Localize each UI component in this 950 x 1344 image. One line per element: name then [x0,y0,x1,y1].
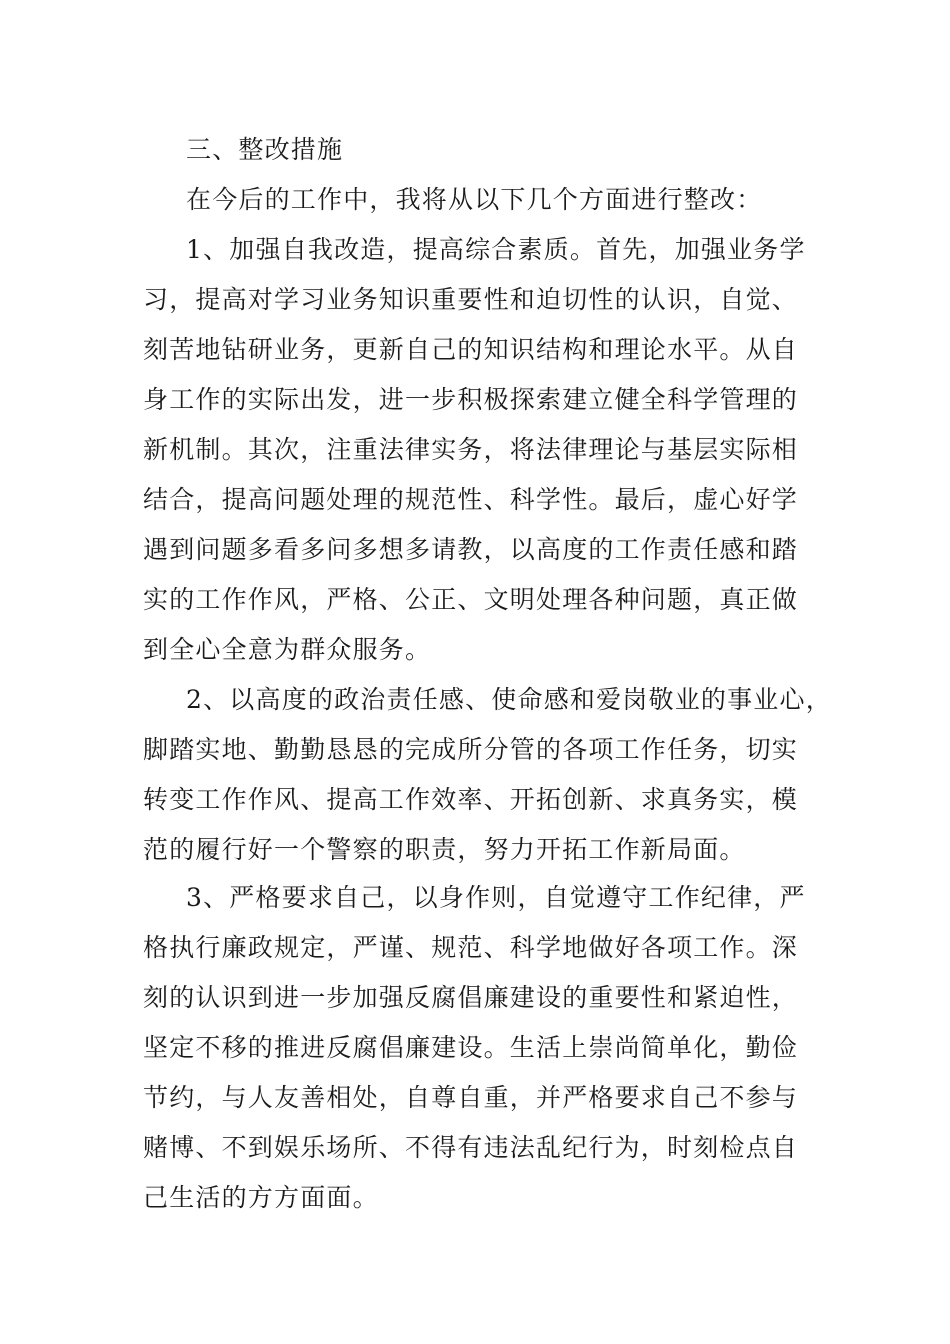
item3-line: 3、严格要求自己，以身作则，自觉遵守工作纪律，严 [186,883,806,912]
item3-line: 己生活的方方面面。 [143,1183,379,1212]
item2-line: 脚踏实地、勤勤恳恳的完成所分管的各项工作任务，切实 [143,735,799,764]
item3-line: 节约，与人友善相处，自尊自重，并严格要求自己不参与 [143,1083,799,1112]
item1-line: 刻苦地钻研业务，更新自己的知识结构和理论水平。从自 [143,335,799,364]
item1-line: 1、加强自我改造，提高综合素质。首先，加强业务学 [186,235,806,264]
item3-line: 赌博、不到娱乐场所、不得有违法乱纪行为，时刻检点自 [143,1133,799,1162]
intro-paragraph: 在今后的工作中，我将从以下几个方面进行整改： [186,185,763,214]
item1-line: 习，提高对学习业务知识重要性和迫切性的认识，自觉、 [143,285,799,314]
item1-line: 到全心全意为群众服务。 [143,635,432,664]
item1-line: 结合，提高问题处理的规范性、科学性。最后，虚心好学 [143,485,799,514]
item1-line: 身工作的实际出发，进一步积极探索建立健全科学管理的 [143,385,799,414]
item1-line: 遇到问题多看多问多想多请教，以高度的工作责任感和踏 [143,535,799,564]
item2-line: 转变工作作风、提高工作效率、开拓创新、求真务实，模 [143,785,799,814]
item2-line: 范的履行好一个警察的职责，努力开拓工作新局面。 [143,835,746,864]
item3-line: 格执行廉政规定，严谨、规范、科学地做好各项工作。深 [143,933,799,962]
item1-line: 实的工作作风，严格、公正、文明处理各种问题，真正做 [143,585,799,614]
item1-line: 新机制。其次，注重法律实务，将法律理论与基层实际相 [143,435,799,464]
item3-line: 坚定不移的推进反腐倡廉建设。生活上崇尚简单化，勤俭 [143,1033,799,1062]
item3-line: 刻的认识到进一步加强反腐倡廉建设的重要性和紧迫性， [143,983,799,1012]
section-heading: 三、整改措施 [186,135,344,164]
item2-line: 2、以高度的政治责任感、使命感和爱岗敬业的事业心， [186,685,832,714]
